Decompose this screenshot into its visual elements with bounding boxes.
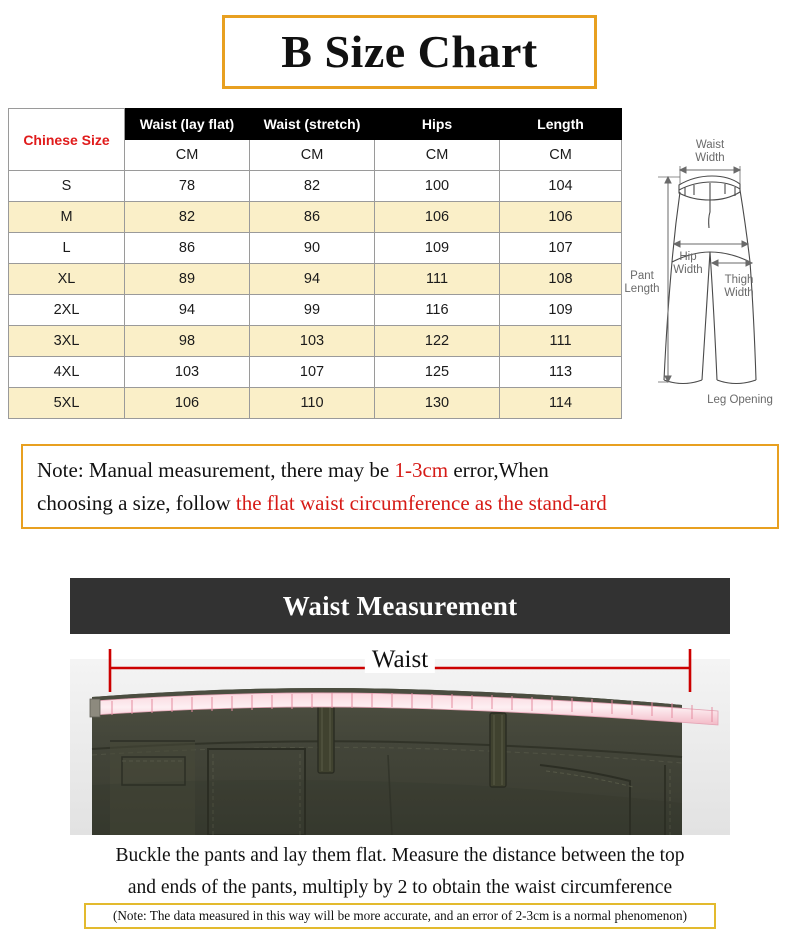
cell-value-3: 125 (375, 357, 500, 388)
bottom-note-text: (Note: The data measured in this way will be more accurate, and an error of 2-3cm is a normal phenomenon) (113, 908, 687, 923)
table-header-row (9, 109, 622, 140)
table-row (9, 171, 622, 202)
cell-size: L (9, 233, 125, 264)
page-title: B Size Chart (281, 26, 538, 77)
page-title-box (222, 15, 597, 89)
unit-cell-1: CM (125, 140, 250, 171)
cell-value-4: 106 (500, 202, 622, 233)
waist-measurement-title: Waist Measurement (282, 590, 518, 621)
cell-value-4: 113 (500, 357, 622, 388)
pants-measurement-diagram (622, 132, 797, 410)
cell-value-2: 86 (250, 202, 375, 233)
waist-arrow-label: Waist (365, 647, 435, 673)
label-leg-opening: Leg Opening (707, 394, 773, 406)
column-header-2: Waist (stretch) (250, 109, 375, 140)
cell-value-3: 130 (375, 388, 500, 419)
cell-value-4: 111 (500, 326, 622, 357)
cell-value-4: 108 (500, 264, 622, 295)
bottom-note-box (84, 903, 716, 929)
cell-value-4: 107 (500, 233, 622, 264)
caption-line-1: Buckle the pants and lay them flat. Measure the distance between the top (115, 845, 685, 866)
label-thigh-width-line2: Width (724, 287, 754, 299)
label-pant-length-line2: Length (624, 283, 660, 295)
note-line2-text1: choosing a size, follow (37, 490, 236, 515)
caption-line-2: and ends of the pants, multiply by 2 to obtain the waist circumference (127, 876, 673, 898)
column-header-4: Length (500, 109, 622, 140)
unit-cell-4: CM (500, 140, 622, 171)
label-hip-width-line2: Width (673, 264, 703, 276)
cell-value-1: 98 (125, 326, 250, 357)
cell-value-1: 78 (125, 171, 250, 202)
table-row (9, 233, 622, 264)
cell-value-2: 107 (250, 357, 375, 388)
cell-size: 2XL (9, 295, 125, 326)
cell-value-2: 103 (250, 326, 375, 357)
label-waist-width-line2: Width (695, 152, 725, 164)
cell-value-1: 89 (125, 264, 250, 295)
header-chinese-size: Chinese Size (9, 109, 125, 171)
cell-value-3: 111 (375, 264, 500, 295)
unit-cell-2: CM (250, 140, 375, 171)
table-row (9, 295, 622, 326)
cell-value-3: 116 (375, 295, 500, 326)
cell-value-2: 90 (250, 233, 375, 264)
waist-measurement-banner (70, 578, 730, 634)
label-hip-width-line1: Hip (679, 251, 697, 263)
label-waist-width-line1: Waist (695, 139, 725, 151)
note-line-2 (37, 487, 763, 520)
cell-value-3: 106 (375, 202, 500, 233)
table-row (9, 264, 622, 295)
cell-value-1: 106 (125, 388, 250, 419)
cell-size: 4XL (9, 357, 125, 388)
unit-cell-3: CM (375, 140, 500, 171)
cell-size: 3XL (9, 326, 125, 357)
cell-value-1: 103 (125, 357, 250, 388)
table-row (9, 202, 622, 233)
table-row (9, 357, 622, 388)
table-row (9, 326, 622, 357)
note-line-1 (37, 454, 763, 487)
pants-diagram-svg (622, 132, 797, 410)
cell-value-3: 122 (375, 326, 500, 357)
note-line1-text2: error,When (448, 457, 549, 482)
waist-measurement-photo (70, 645, 730, 835)
cell-value-2: 94 (250, 264, 375, 295)
cell-size: XL (9, 264, 125, 295)
cell-value-2: 99 (250, 295, 375, 326)
cell-value-3: 100 (375, 171, 500, 202)
pants-photo-illustration (70, 645, 730, 835)
cell-value-1: 86 (125, 233, 250, 264)
label-thigh-width-line1: Thigh (724, 274, 754, 286)
cell-value-4: 104 (500, 171, 622, 202)
measurement-caption (70, 840, 730, 903)
cell-size: 5XL (9, 388, 125, 419)
table-row (9, 388, 622, 419)
cell-value-2: 110 (250, 388, 375, 419)
column-header-3: Hips (375, 109, 500, 140)
cell-size: M (9, 202, 125, 233)
measurement-note-box (21, 444, 779, 529)
cell-size: S (9, 171, 125, 202)
cell-value-1: 82 (125, 202, 250, 233)
column-header-1: Waist (lay flat) (125, 109, 250, 140)
note-line2-highlight: the flat waist circumference as the stand-ard (235, 490, 607, 515)
note-line1-text1: Note: Manual measurement, there may be (37, 457, 395, 482)
label-pant-length-line1: Pant (630, 270, 654, 282)
cell-value-1: 94 (125, 295, 250, 326)
size-chart-table (8, 108, 622, 419)
cell-value-4: 109 (500, 295, 622, 326)
cell-value-4: 114 (500, 388, 622, 419)
cell-value-2: 82 (250, 171, 375, 202)
note-line1-highlight: 1-3cm (394, 457, 449, 482)
cell-value-3: 109 (375, 233, 500, 264)
